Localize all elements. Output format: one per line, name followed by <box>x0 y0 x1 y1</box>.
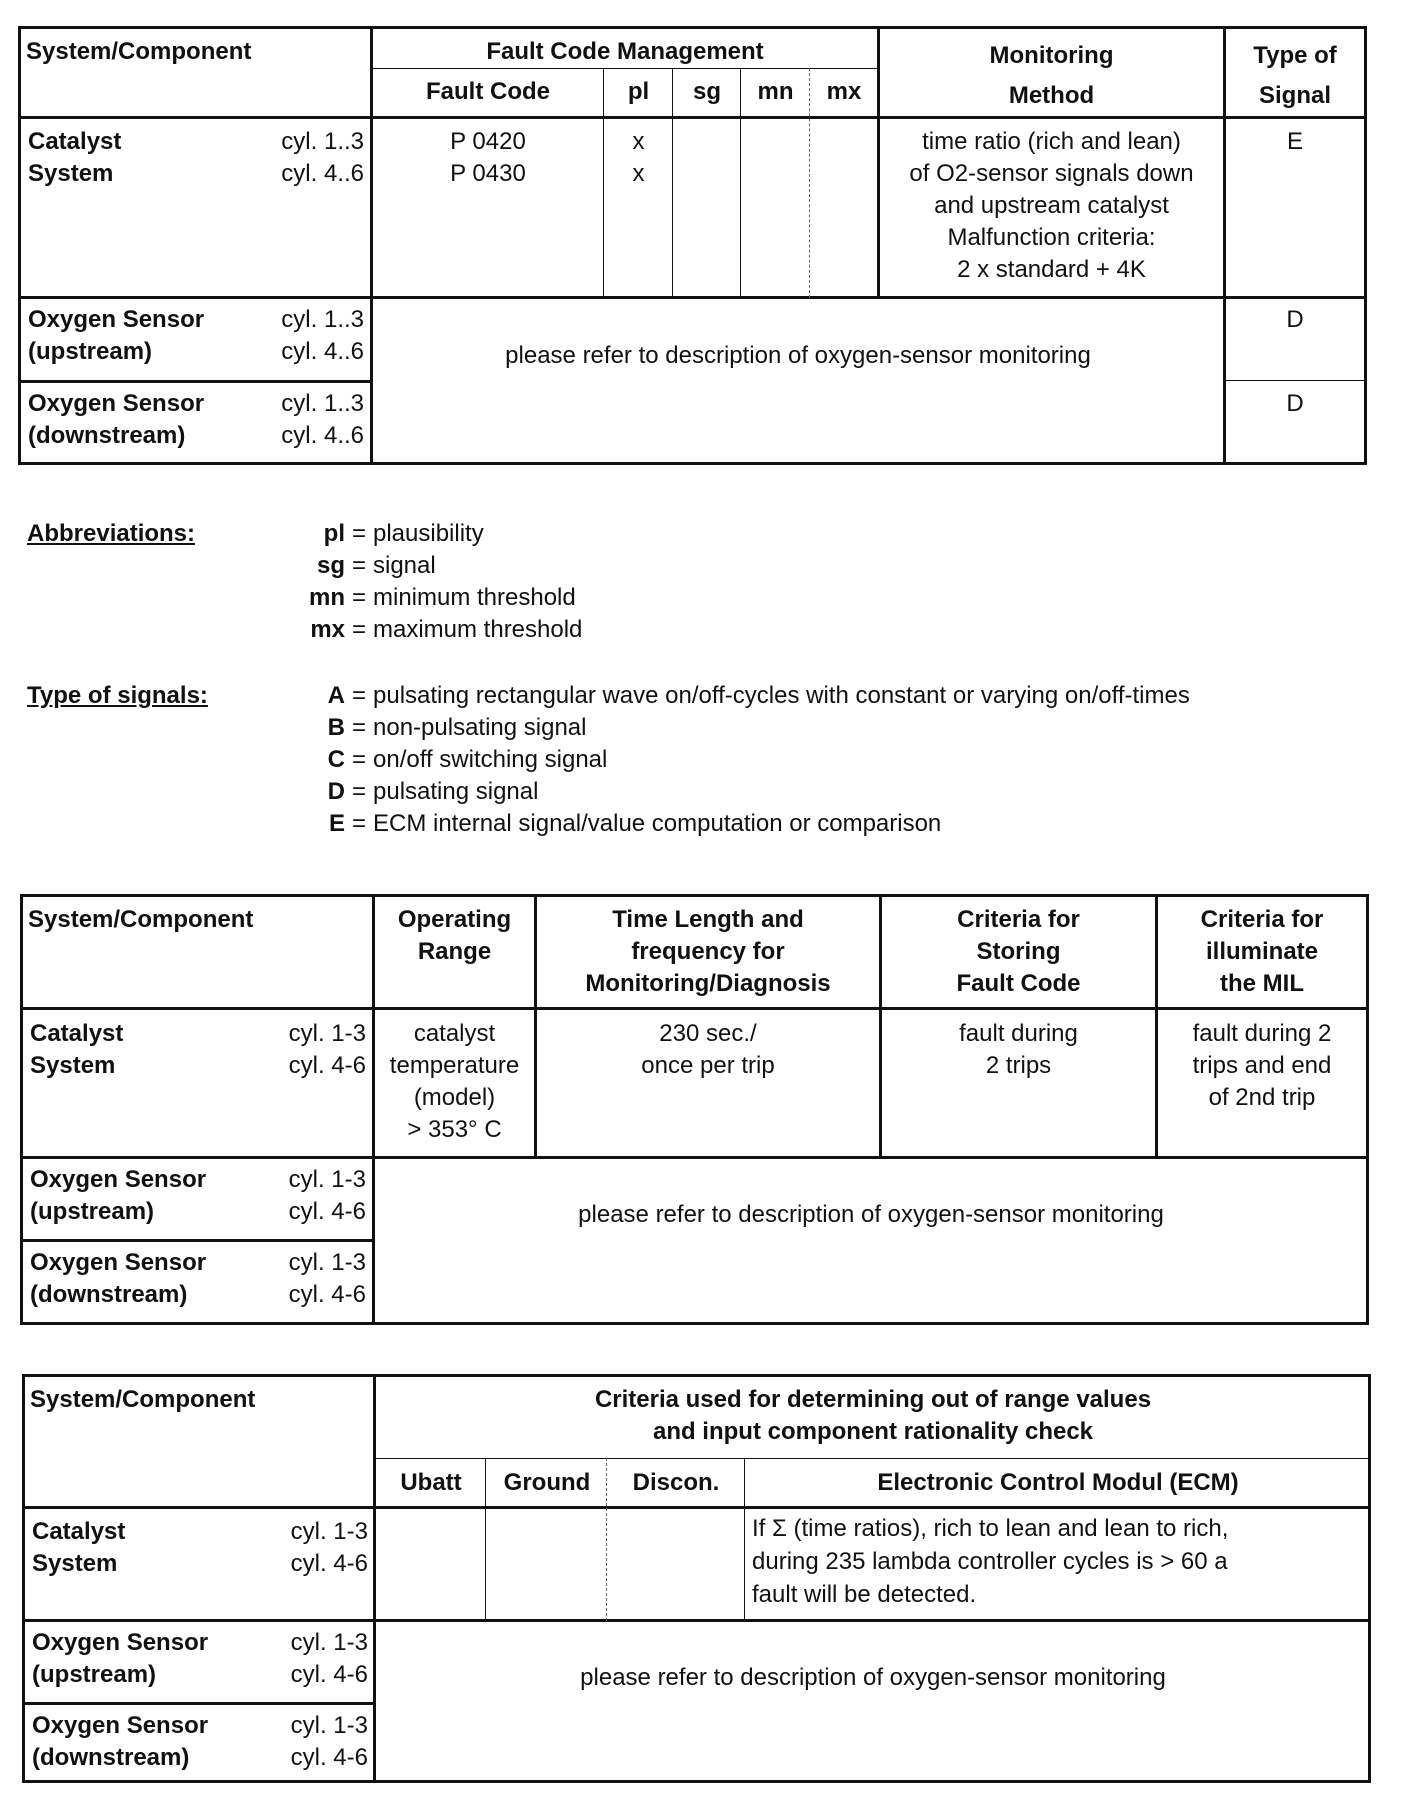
table1-pl-marks: x x <box>632 128 645 187</box>
signal-type-item: E = ECM internal signal/value computation or comparison <box>328 810 942 837</box>
abbreviation-item: mn = minimum threshold <box>309 584 576 611</box>
signal-types-label: Type of signals: <box>27 682 208 709</box>
header-pl: pl <box>627 78 650 105</box>
abbreviation-item: sg = signal <box>316 552 436 579</box>
table1-monitoring-method-text: time ratio (rich and lean) of O2-sensor signals down and upstream catalyst Malfunction criteria: 2 x standard + 4K <box>909 128 1194 283</box>
table3-header-ecm: Electronic Control Modul (ECM) <box>877 1469 1239 1496</box>
table1-row-catalyst-component: Catalyst cyl. 1..3 System cyl. 4..6 <box>28 128 364 187</box>
table2-o2-divider <box>20 1239 374 1242</box>
table3-header-ubatt: Ubatt <box>400 1469 462 1496</box>
table2-header-time-length: Time Length and frequency for Monitoring/Diagnosis <box>585 906 831 997</box>
table1-row1-bottom <box>18 296 1367 299</box>
abbreviation-item: mx = maximum threshold <box>310 616 583 643</box>
signal-type-item: B = non-pulsating signal <box>327 714 587 741</box>
abbreviations-label: Abbreviations: <box>27 520 196 547</box>
table3-row-o2-downstream-component: Oxygen Sensor cyl. 1-3 (downstream) cyl. 4-6 <box>32 1712 368 1771</box>
table3-border-top <box>22 1374 1371 1377</box>
table1-signal-type-o2-downstream: D <box>1286 390 1304 417</box>
table1-row-o2-upstream-component: Oxygen Sensor cyl. 1..3 (upstream) cyl. 4..6 <box>28 306 364 365</box>
table1-o2-divider <box>18 380 372 383</box>
table2-border-top <box>20 894 1369 897</box>
header-mn: mn <box>757 78 794 105</box>
table2-refer-text: please refer to description of oxygen-sensor monitoring <box>578 1201 1164 1228</box>
signal-type-item: C = on/off switching signal <box>327 746 608 773</box>
table3-refer-text: please refer to description of oxygen-sensor monitoring <box>580 1664 1166 1691</box>
table1-signal-divider <box>1224 380 1366 381</box>
table2-criteria-mil-value: fault during 2 trips and end of 2nd trip <box>1192 1020 1332 1111</box>
table1-border-bottom <box>18 462 1367 465</box>
abbreviation-item: pl = plausibility <box>323 520 484 547</box>
header-monitoring-method: Monitoring Method <box>989 42 1114 109</box>
table2-row1-bottom <box>20 1156 1369 1159</box>
header-mx: mx <box>826 78 862 105</box>
table3-header-discon: Discon. <box>632 1469 720 1496</box>
table2-border-bottom <box>20 1322 1369 1325</box>
table2-row-catalyst-component: Catalyst cyl. 1-3 System cyl. 4-6 <box>30 1020 366 1079</box>
table2-header-criteria-mil: Criteria for illuminate the MIL <box>1200 906 1324 997</box>
table3-ecm-criteria-text: If Σ (time ratios), rich to lean and lean to rich, during 235 lambda controller cycles is > 60 a fault will be detected. <box>752 1515 1229 1608</box>
table2-header-bottom <box>20 1007 1369 1010</box>
table2-header-system-component: System/Component <box>28 906 254 933</box>
table3-header-criteria: Criteria used for determining out of range values and input component rationality check <box>594 1386 1152 1445</box>
table3-subheader-line <box>374 1458 1370 1459</box>
table1-border-top <box>18 26 1367 29</box>
header-type-of-signal: Type of Signal <box>1253 42 1337 109</box>
table2-row-o2-downstream-component: Oxygen Sensor cyl. 1-3 (downstream) cyl. 4-6 <box>30 1249 366 1308</box>
header-fault-code-management: Fault Code Management <box>486 38 764 65</box>
table2-time-length-value: 230 sec./ once per trip <box>641 1020 775 1079</box>
table1-subheader-line <box>370 68 878 69</box>
table1-signal-type-o2-upstream: D <box>1286 306 1304 333</box>
signal-type-item: D = pulsating signal <box>327 778 539 805</box>
table3-header-system-component: System/Component <box>30 1386 256 1413</box>
table2-header-operating-range: Operating Range <box>397 906 512 965</box>
table3-o2-divider <box>22 1702 376 1705</box>
table1-row-o2-downstream-component: Oxygen Sensor cyl. 1..3 (downstream) cyl. 4..6 <box>28 390 364 449</box>
table3-row-catalyst-component: Catalyst cyl. 1-3 System cyl. 4-6 <box>32 1518 368 1577</box>
table2-operating-range-value: catalyst temperature (model) > 353° C <box>389 1020 520 1143</box>
table1-signal-type-catalyst: E <box>1286 128 1303 155</box>
table3-row-o2-upstream-component: Oxygen Sensor cyl. 1-3 (upstream) cyl. 4-6 <box>32 1629 368 1688</box>
table1-header-bottom <box>18 116 1367 119</box>
table3-header-ground: Ground <box>503 1469 591 1496</box>
header-sg: sg <box>692 78 721 105</box>
signal-type-item: A = pulsating rectangular wave on/off-cycles with constant or varying on/off-times <box>327 682 1190 709</box>
table2-row-o2-upstream-component: Oxygen Sensor cyl. 1-3 (upstream) cyl. 4-6 <box>30 1166 366 1225</box>
table3-row1-bottom <box>22 1619 1371 1622</box>
header-system-component: System/Component <box>26 38 252 65</box>
table1-fault-codes: P 0420 P 0430 <box>450 128 526 187</box>
table2-criteria-storing-value: fault during 2 trips <box>959 1020 1078 1079</box>
header-fault-code: Fault Code <box>426 78 550 105</box>
table2-header-criteria-storing: Criteria for Storing Fault Code <box>956 906 1081 997</box>
table3-border-bottom <box>22 1780 1371 1783</box>
table1-refer-text: please refer to description of oxygen-sensor monitoring <box>505 342 1091 369</box>
table3-header-bottom <box>22 1506 1371 1509</box>
